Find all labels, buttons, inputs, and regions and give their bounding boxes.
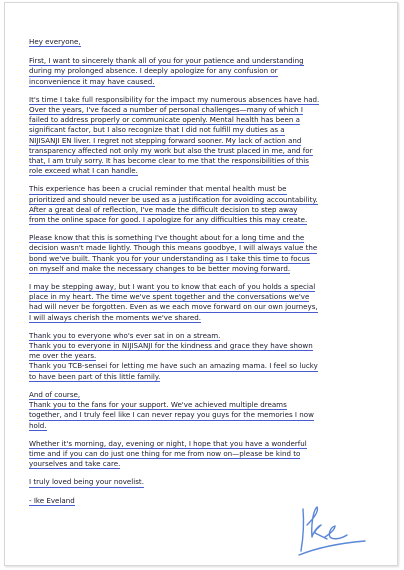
- text-line: Thank you to everyone in NIJISANJI for the kindness and grace they have shown: [29, 341, 313, 351]
- text-line: NIJISANJI EN liver. I regret not stepping forward sooner. My lack of action and: [29, 135, 302, 145]
- text-line: had will never be forgotten. Even as we each move forward on our own journeys,: [29, 302, 318, 312]
- text-line: inconvenience it may have caused.: [29, 76, 155, 86]
- paragraph-responsibility: [29, 95, 389, 177]
- text-line: Thank you to the fans for your support. We've achieved multiple dreams: [29, 400, 287, 410]
- paragraph-thanks: [29, 56, 389, 87]
- text-line: Whether it's morning, day, evening or night, I hope that you have a wonderful: [29, 438, 307, 448]
- text-line: prioritized and should never be used as a justification for avoiding accountability.: [29, 194, 318, 204]
- greeting-line: Hey everyone,: [29, 37, 81, 46]
- text-line: After a great deal of reflection, I've made the difficult decision to step away: [29, 204, 298, 214]
- text-line: place in my heart. The time we've spent together and the conversations we've: [29, 292, 310, 302]
- text-line: to have been part of this little family.: [29, 371, 161, 381]
- text-line: significant factor, but I also recognize that I did not fulfill my duties as a: [29, 125, 285, 135]
- letter-page: [4, 2, 398, 566]
- text-line: First, I want to sincerely thank all of you for your patience and understanding: [29, 56, 304, 66]
- text-line: I may be stepping away, but I want you to know that each of you holds a special: [29, 282, 316, 292]
- text-line: And of course,: [29, 389, 81, 399]
- text-line: together, and I truly feel like I can never repay you guys for the memories I now: [29, 410, 314, 420]
- text-line: decision wasn't made lightly. Though this means goodbye, I will always value the: [29, 243, 318, 253]
- text-line: from the online space for good. I apologize for any difficulties this may create.: [29, 215, 308, 225]
- paragraph-thank-yous: [29, 331, 389, 382]
- text-line: that, I am truly sorry. It has become clear to me that the responsibilities of this: [29, 156, 309, 166]
- text-line: It's time I take full responsibility for the impact my numerous absences have had.: [29, 94, 320, 104]
- text-line: I will always cherish the moments we've shared.: [29, 312, 202, 322]
- paragraph-stepping-away: [29, 282, 389, 323]
- text-line: failed to address properly or communicate openly. Mental health has been a: [29, 115, 300, 125]
- paragraph-novelist: [29, 477, 389, 487]
- text-line: I truly loved being your novelist.: [29, 477, 144, 487]
- text-line: yourselves and take care.: [29, 459, 121, 469]
- text-line: during my prolonged absence. I deeply apologize for any confusion or: [29, 66, 278, 76]
- paragraph-mental-health: [29, 184, 389, 225]
- text-line: time and if you can do just one thing for me from now on—please be kind to: [29, 448, 301, 458]
- text-line: role exceed what I can handle.: [29, 166, 138, 176]
- text-line: Thank you to everyone who's ever sat in on a stream.: [29, 330, 221, 340]
- text-line: Thank you TCB-sensei for letting me have such an amazing mama. I feel so lucky: [29, 361, 318, 371]
- text-line: me over the years.: [29, 351, 97, 361]
- text-line: on myself and make the necessary changes to be better moving forward.: [29, 263, 291, 273]
- paragraph-fans: [29, 390, 389, 431]
- text-line: transparency affected not only my work but also the trust placed in me, and for: [29, 145, 313, 155]
- greeting: [29, 37, 389, 47]
- paragraph-decision: [29, 233, 389, 274]
- letter-body: [29, 37, 389, 514]
- text-line: bond we've built. Thank you for your understanding as I take this time to focus: [29, 253, 310, 263]
- text-line: Over the years, I've faced a number of personal challenges—many of which I: [29, 105, 304, 115]
- signoff-line: - Ike Eveland: [29, 495, 75, 505]
- text-line: hold.: [29, 420, 47, 430]
- paragraph-take-care: [29, 439, 389, 470]
- handwritten-signature: [297, 503, 367, 557]
- text-line: This experience has been a crucial reminder that mental health must be: [29, 184, 287, 194]
- text-line: Please know that this is something I've thought about for a long time and the: [29, 233, 305, 243]
